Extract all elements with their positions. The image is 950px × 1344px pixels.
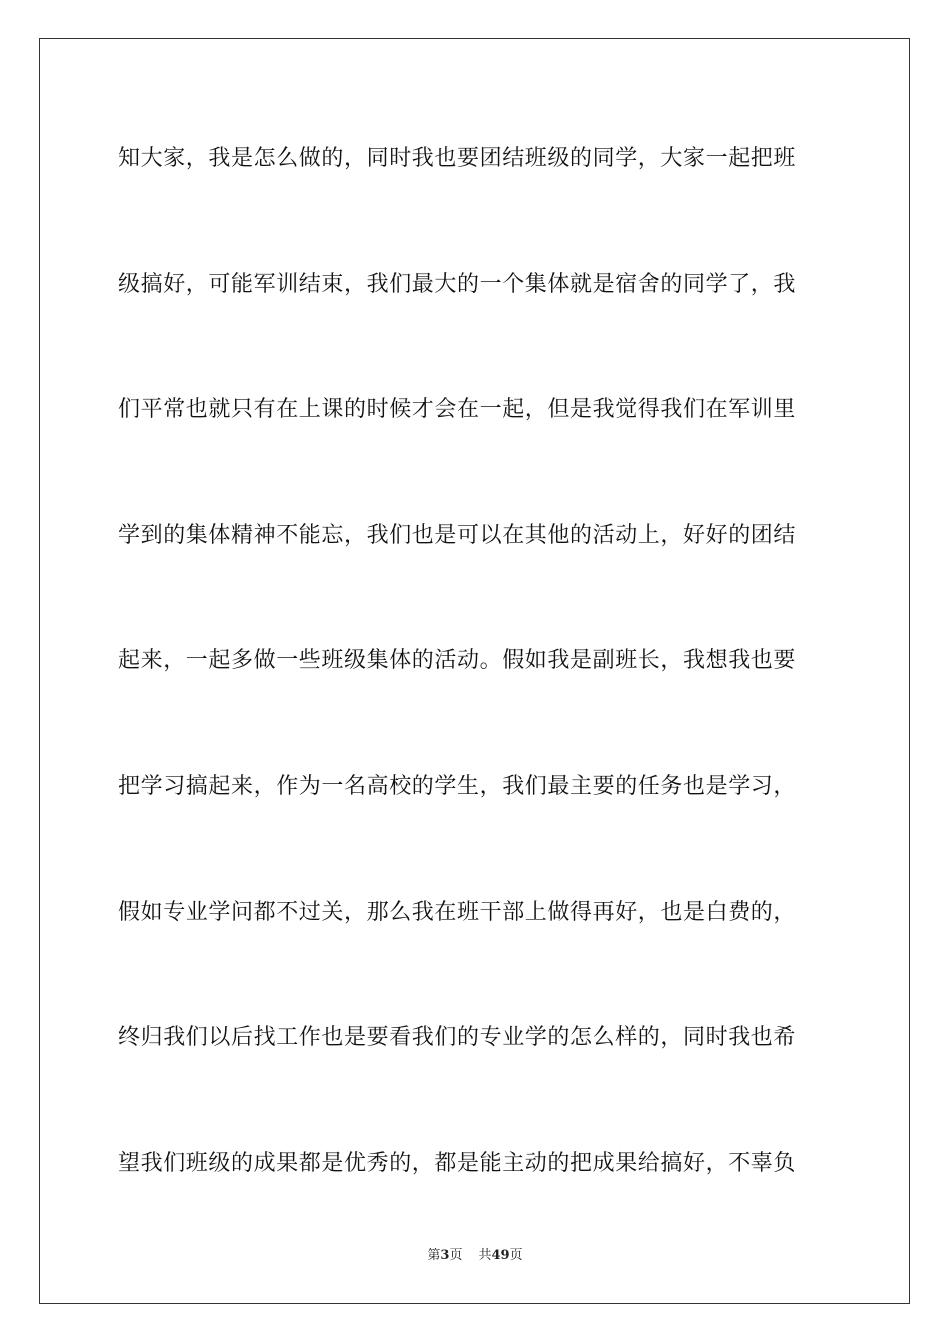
text-line: 把学习搞起来，作为一名高校的学生，我们最主要的任务也是学习， (118, 773, 797, 799)
total-pages: 49 (491, 1248, 510, 1263)
text-line: 终归我们以后找工作也是要看我们的专业学的怎么样的，同时我也希 (118, 1025, 797, 1051)
text-line: 知大家，我是怎么做的，同时我也要团结班级的同学，大家一起把班 (118, 146, 797, 171)
text-line: 假如专业学问都不过关，那么我在班干部上做得再好，也是白费的， (118, 899, 797, 925)
page-number: 3 (440, 1248, 450, 1263)
page-suffix: 页 (449, 1248, 463, 1263)
page-footer (0, 1246, 950, 1266)
text-line: 级搞好，可能军训结束，我们最大的一个集体就是宿舍的同学了，我 (118, 271, 797, 297)
page-prefix: 第 (427, 1248, 441, 1263)
total-suffix: 页 (509, 1248, 523, 1263)
total-prefix: 共 (478, 1248, 492, 1263)
total-pages-label (478, 1248, 522, 1263)
text-line: 们平常也就只有在上课的时候才会在一起，但是我觉得我们在军训里 (118, 397, 797, 423)
text-line: 学到的集体精神不能忘，我们也是可以在其他的活动上，好好的团结 (118, 522, 797, 548)
body-text (118, 128, 834, 1195)
text-line: 起来，一起多做一些班级集体的活动。假如我是副班长，我想我也要 (118, 648, 797, 674)
text-line: 望我们班级的成果都是优秀的，都是能主动的把成果给搞好，不辜负 (118, 1150, 797, 1176)
page-label (427, 1248, 462, 1263)
